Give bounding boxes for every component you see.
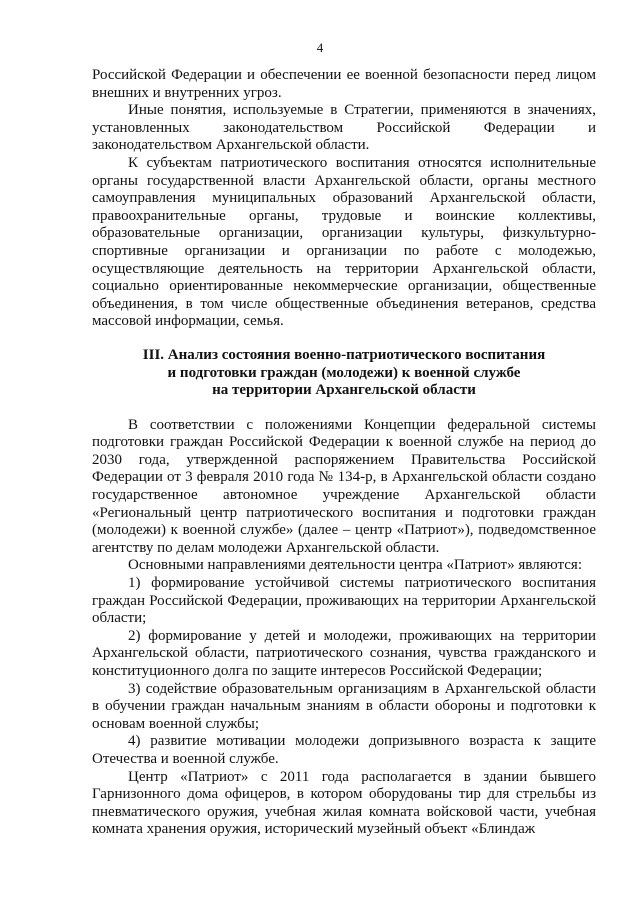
document-body xyxy=(92,67,596,839)
list-item: 4) развитие мотивации молодежи допризывного возраста к защите Отечества и военной службе. xyxy=(92,733,596,767)
section-heading-line: на территории Архангельской области xyxy=(212,382,476,399)
paragraph: Основными направлениями деятельности центра «Патриот» являются: xyxy=(128,557,582,574)
paragraph: Центр «Патриот» с 2011 года располагается в здании бывшего Гарнизонного дома офицеров, в котором оборудованы тир для стрельбы из пневматического оружия, учебная жилая комната войсковой части, учебная комната хранения оружия, исторический музейный объект «Блиндаж xyxy=(92,768,596,838)
list-item: 1) формирование устойчивой системы патриотического воспитания граждан Российской Федерации, проживающих на территории Архангельской области; xyxy=(92,575,596,627)
paragraph: Российской Федерации и обеспечении ее военной безопасности перед лицом внешних и внутренних угроз. xyxy=(92,67,596,101)
page-number: 4 xyxy=(316,40,324,55)
paragraph: Иные понятия, используемые в Стратегии, применяются в значениях, установленных законодательством Российской Федерации и законодательством Архангельской области. xyxy=(92,102,596,154)
list-item: 2) формирование у детей и молодежи, проживающих на территории Архангельской области, патриотического сознания, чувства гражданского и конституционного долга по защите интересов Российской Федерации; xyxy=(92,627,596,679)
paragraph: К субъектам патриотического воспитания относятся исполнительные органы государственной власти Архангельской области, органы местного самоуправления муниципальных образований Архангельской области, правоохранительные органы, трудовые и воинские коллективы, образовательные организации, организации культуры, физкультурно-спортивные организации и организации по работе с молодежью, осуществляющие деятельность на территории Архангельской области, социально ориентированные некоммерческие организации, общественные объединения, в том числе общественные объединения ветеранов, средства массовой информации, семья. xyxy=(92,154,596,330)
list-item: 3) содействие образовательным организациям в Архангельской области в обучении граждан начальным знаниям в области обороны и подготовки к основам военной службы; xyxy=(92,680,596,732)
section-heading-line: III. Анализ состояния военно-патриотического воспитания xyxy=(142,346,546,363)
section-heading xyxy=(92,347,596,400)
paragraph: В соответствии с положениями Концепции федеральной системы подготовки граждан Российской Федерации к военной службе на период до 2030 года, утвержденной распоряжением Правительства Российской Федерации от 3 февраля 2010 года № 134-р, в Архангельской области создано государственное автономное учреждение Архангельской области «Региональный центр патриотического воспитания и подготовки граждан (молодежи) к военной службе» (далее – центр «Патриот»), подведомственное агентству по делам молодежи Архангельской области. xyxy=(92,416,596,556)
section-heading-line: и подготовки граждан (молодежи) к военной службе xyxy=(167,364,521,381)
